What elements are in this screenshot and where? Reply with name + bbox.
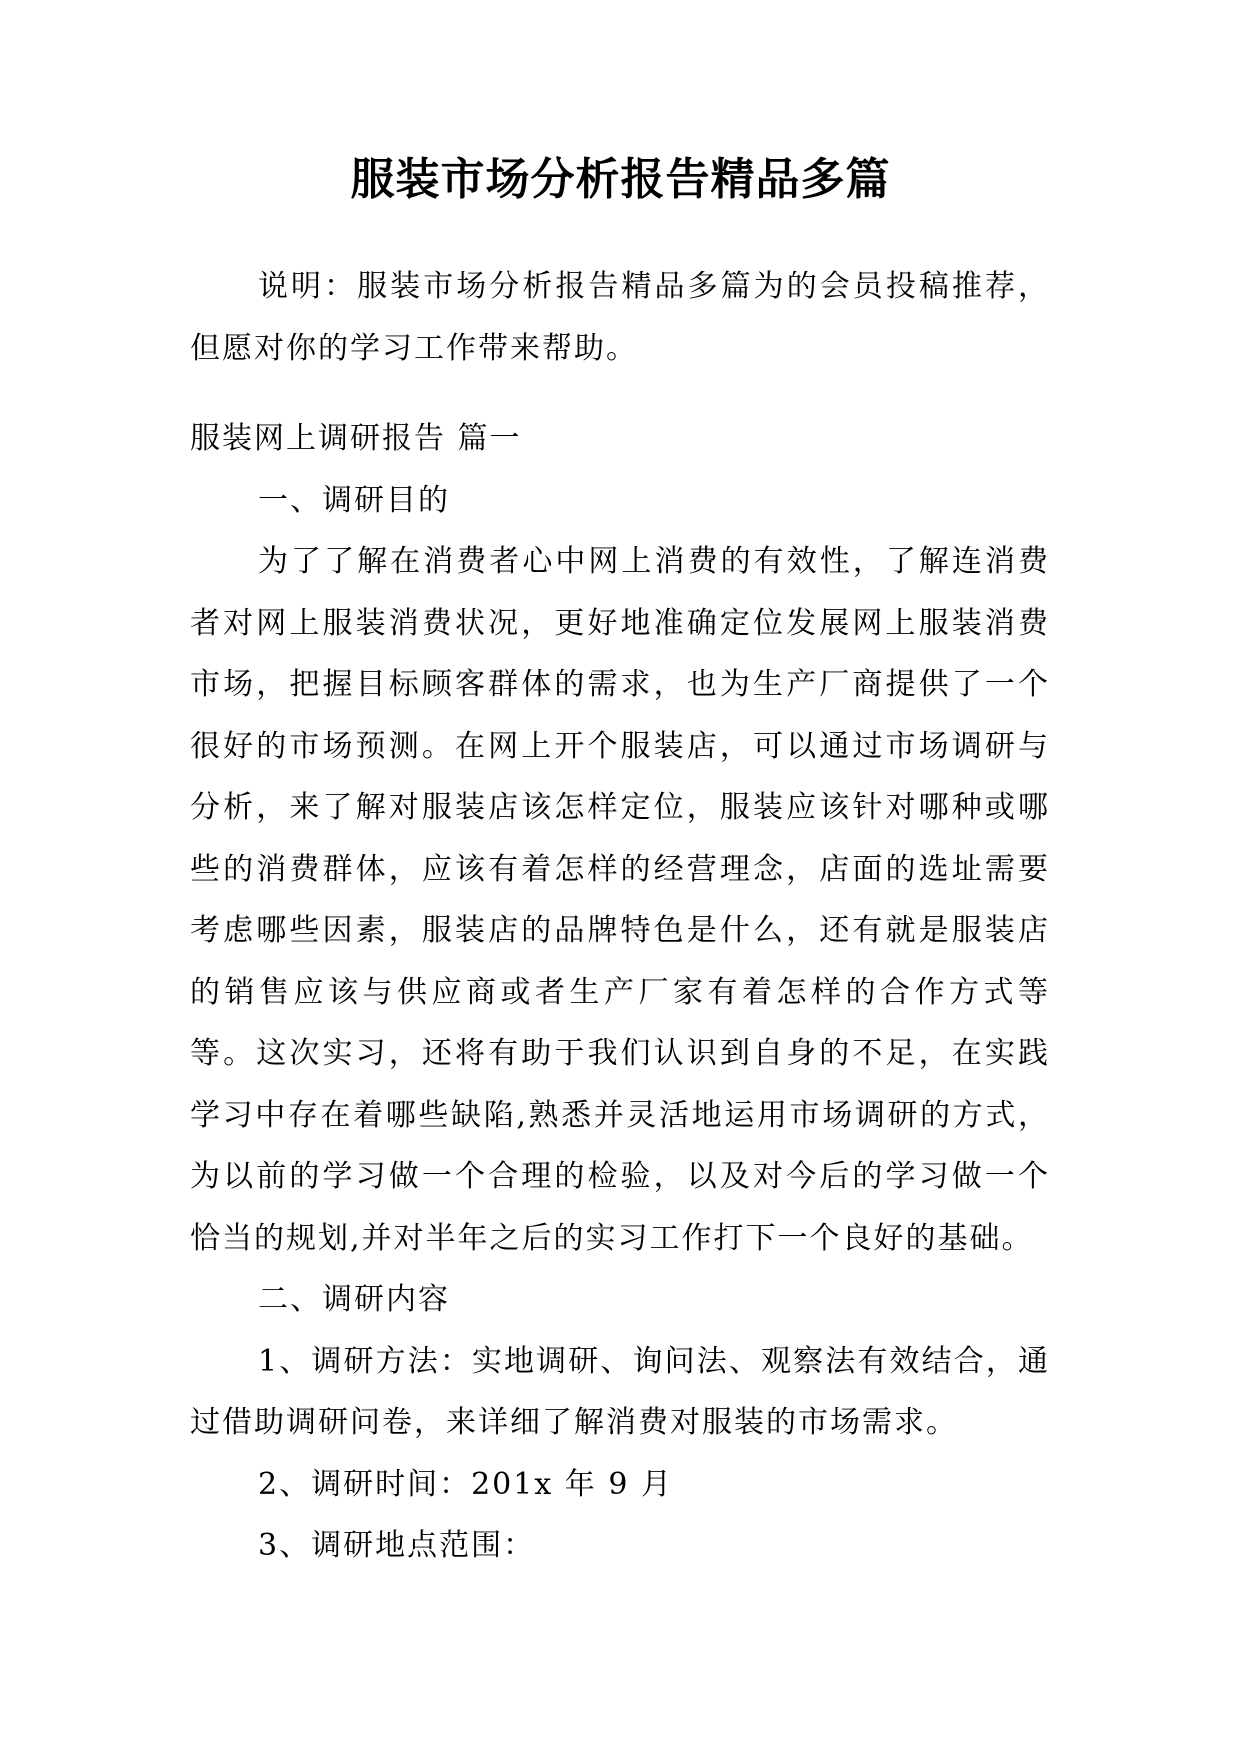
list-item-time: 2、调研时间：201x 年 9 月 [258,1466,673,1502]
list-item-location: 3、调研地点范围： [258,1528,536,1563]
section-1-block [190,408,1050,1577]
document-title: 服装市场分析报告精品多篇 [350,154,891,205]
intro-block [190,256,1050,379]
section-heading: 服装网上调研报告 篇一 [190,421,522,456]
subheading-purpose: 一、调研目的 [258,482,450,518]
intro-paragraph: 说明：服装市场分析报告精品多篇为的会员投稿推荐，但愿对你的学习工作带来帮助。 [190,269,1050,366]
purpose-paragraph: 为了了解在消费者心中网上消费的有效性，了解连消费者对网上服装消费状况，更好地准确定位发展网上服装消费市场，把握目标顾客群体的需求，也为生产厂商提供了一个很好的市场预测。在网上开个服装店，可以通过市场调研与分析，来了解对服装店该怎样定位，服装应该针对哪种或哪些的消费群体，应该有着怎样的经营理念，店面的选址需要考虑哪些因素，服装店的品牌特色是什么，还有就是服装店的销售应该与供应商或者生产厂家有着怎样的合作方式等等。这次实习，还将有助于我们认识到自身的不足，在实践学习中存在着哪些缺陷,熟悉并灵活地运用市场调研的方式，为以前的学习做一个合理的检验，以及对今后的学习做一个恰当的规划,并对半年之后的实习工作打下一个良好的基础。 [190,544,1050,1256]
list-item-method: 1、调研方法：实地调研、询问法、观察法有效结合，通过借助调研问卷，来详细了解消费对服装的市场需求。 [190,1343,1050,1440]
subheading-content: 二、调研内容 [258,1282,450,1317]
